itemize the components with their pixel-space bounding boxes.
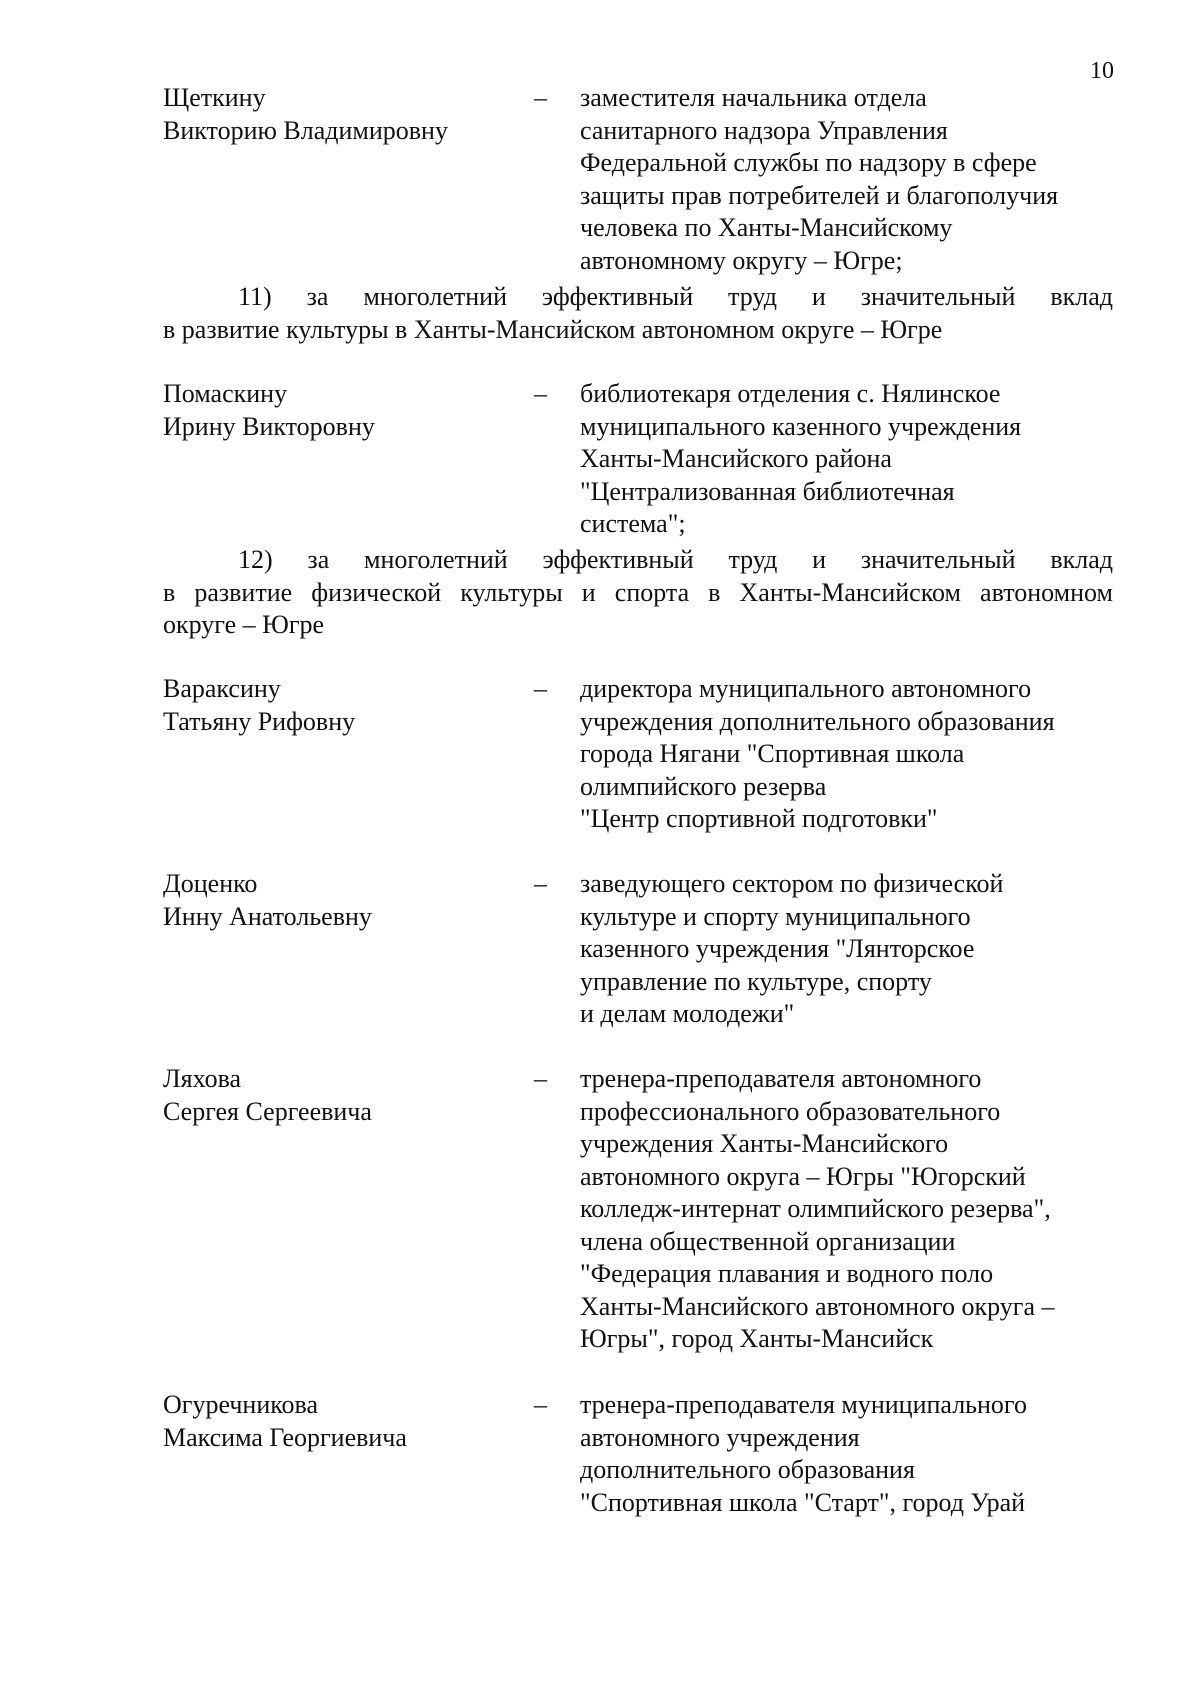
desc-line: олимпийского резерва — [580, 771, 827, 801]
position-description — [580, 673, 1120, 836]
desc-line: библиотекаря отделения с. Нялинское — [580, 379, 1001, 408]
given-names: Викторию Владимировну — [163, 115, 448, 145]
surname: Доценко — [163, 869, 258, 898]
dash: – — [534, 1064, 547, 1093]
dash: – — [534, 869, 547, 898]
desc-line: Ханты-Мансийского района — [580, 444, 892, 473]
desc-line: члена общественной организации — [580, 1226, 956, 1256]
person-name — [163, 378, 523, 443]
desc-line: Ханты-Мансийского автономного округа – — [580, 1291, 1055, 1321]
dash: – — [534, 379, 547, 408]
given-names: Сергея Сергеевича — [163, 1096, 372, 1126]
desc-line: заместителя начальника отдела — [580, 83, 927, 112]
person-name — [163, 868, 523, 933]
desc-line: "Централизованная библиотечная — [580, 476, 955, 506]
desc-line: "Центр спортивной подготовки" — [580, 804, 938, 833]
clause-12 — [163, 544, 1113, 642]
person-name — [163, 82, 523, 147]
dash: – — [534, 1390, 547, 1419]
position-description — [580, 1063, 1120, 1356]
desc-line: управление по культуре, спорту — [580, 966, 932, 996]
surname: Ляхова — [163, 1064, 242, 1093]
position-description — [580, 82, 1120, 277]
desc-line: Федеральной службы по надзору в сфере — [580, 148, 1037, 177]
desc-line: "Федерация плавания и водного поло — [580, 1259, 994, 1288]
desc-line: тренера-преподавателя муниципального — [580, 1390, 1027, 1419]
desc-line: система"; — [580, 509, 686, 538]
position-description — [580, 378, 1120, 541]
desc-line: казенного учреждения "Лянторское — [580, 934, 975, 963]
surname: Помаскину — [163, 379, 288, 408]
desc-line: культуре и спорту муниципального — [580, 901, 971, 931]
position-description — [580, 1389, 1120, 1519]
dash: – — [534, 83, 547, 112]
given-names: Татьяну Рифовну — [163, 706, 356, 736]
clause-continuation — [163, 314, 1113, 347]
desc-line: колледж-интернат олимпийского резерва", — [580, 1194, 1051, 1223]
desc-line: автономного учреждения — [580, 1422, 860, 1452]
desc-line: дополнительного образования — [580, 1455, 915, 1484]
dash: – — [534, 674, 547, 703]
desc-line: учреждения дополнительного образования — [580, 706, 1055, 736]
desc-line: "Спортивная школа "Старт", город Урай — [580, 1487, 1026, 1517]
clause-first-line: 12) за многолетний эффективный труд и значительный вклад — [238, 545, 1113, 574]
clause-line: в развитие культуры в Ханты-Мансийском автономном округе – Югре — [163, 314, 943, 344]
desc-line: санитарного надзора Управления — [580, 115, 948, 145]
clause-first-line: 11) за многолетний эффективный труд и значительный вклад — [238, 282, 1113, 311]
clause-continuation — [163, 577, 1113, 642]
desc-line: директора муниципального автономного — [580, 674, 1032, 703]
given-names: Максима Георгиевича — [163, 1422, 407, 1452]
person-name — [163, 673, 523, 738]
surname: Щеткину — [163, 83, 266, 112]
desc-line: города Нягани "Спортивная школа — [580, 739, 965, 768]
given-names: Инну Анатольевну — [163, 901, 372, 931]
position-description — [580, 868, 1120, 1031]
desc-line: автономному округу – Югре; — [580, 245, 903, 275]
desc-line: автономного округа – Югры "Югорский — [580, 1161, 1026, 1191]
desc-line: заведующего сектором по физической — [580, 869, 1004, 898]
desc-line: Югры", город Ханты-Мансийск — [580, 1324, 934, 1353]
desc-line: учреждения Ханты-Мансийского — [580, 1129, 949, 1158]
clause-11 — [163, 281, 1113, 346]
person-name — [163, 1389, 523, 1454]
clause-line: в развитие физической культуры и спорта в Ханты-Мансийском автономном — [163, 577, 1113, 607]
desc-line: муниципального казенного учреждения — [580, 411, 1022, 441]
page-number: 10 — [1090, 58, 1114, 84]
desc-line: человека по Ханты-Мансийскому — [580, 213, 953, 242]
desc-line: тренера-преподавателя автономного — [580, 1064, 982, 1093]
clause-line: округе – Югре — [163, 610, 325, 639]
desc-line: профессионального образовательного — [580, 1096, 1001, 1126]
given-names: Ирину Викторовну — [163, 411, 375, 441]
desc-line: и делам молодежи" — [580, 999, 795, 1028]
desc-line: защиты прав потребителей и благополучия — [580, 180, 1059, 210]
person-name — [163, 1063, 523, 1128]
surname: Вараксину — [163, 674, 281, 703]
surname: Огуречникова — [163, 1390, 319, 1419]
